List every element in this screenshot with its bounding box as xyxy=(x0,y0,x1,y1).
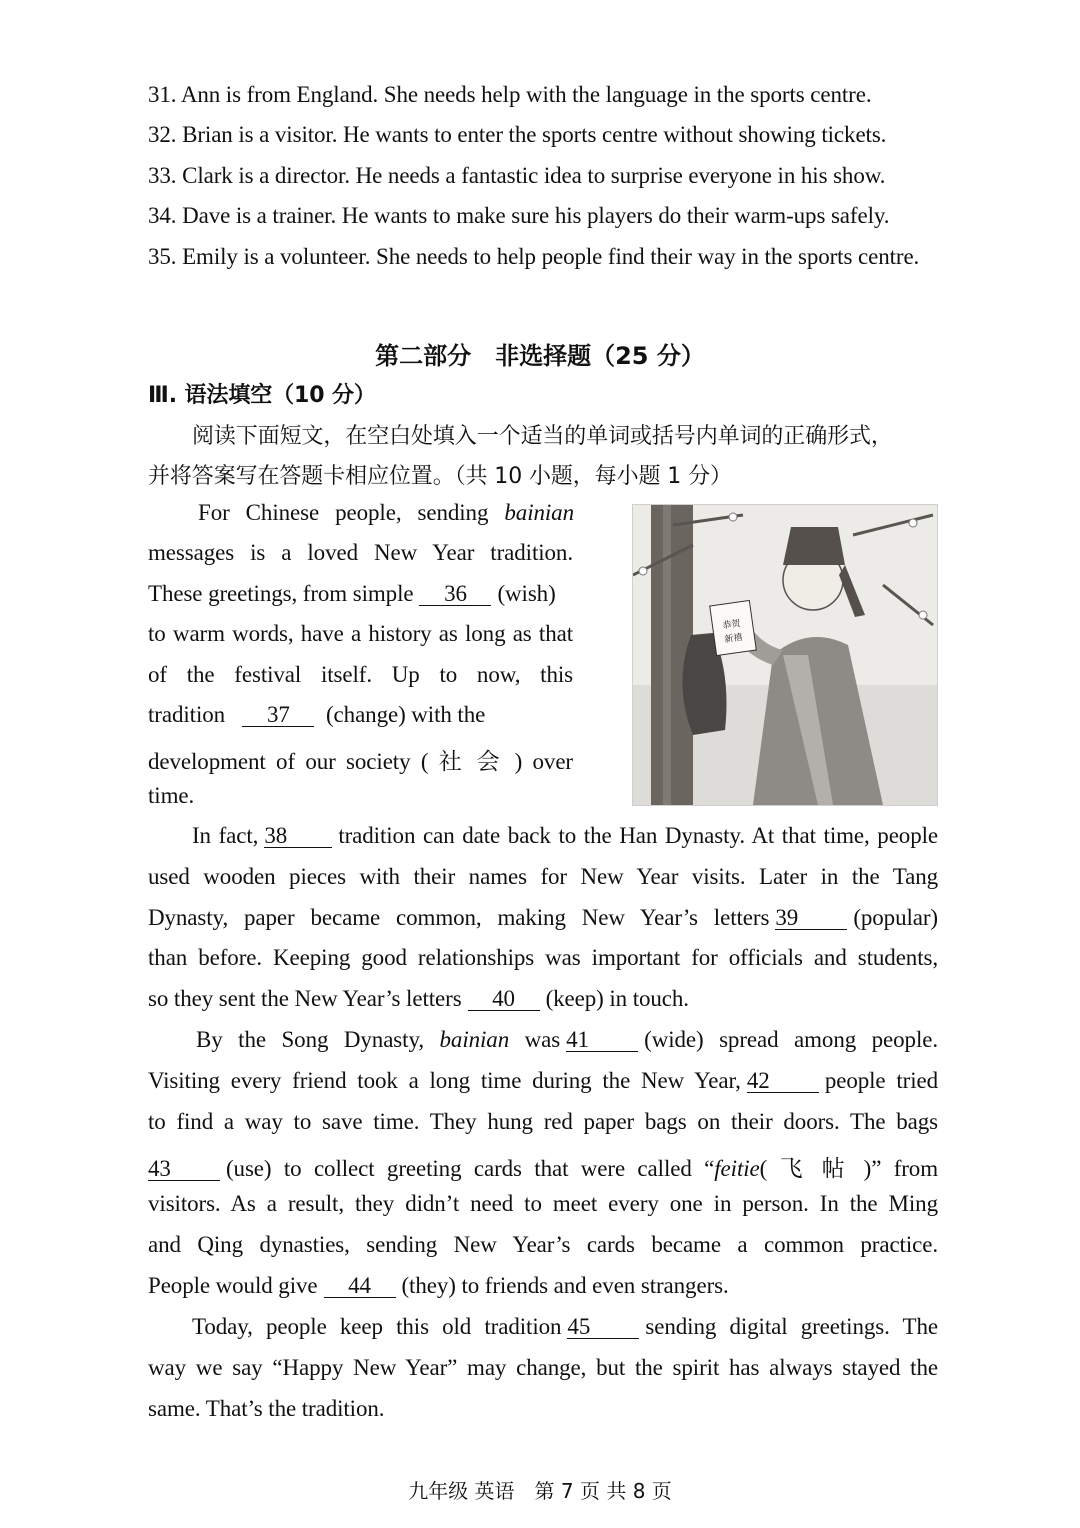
question-32: 32. Brian is a visitor. He wants to enter the sports centre without showing tickets. xyxy=(148,122,887,147)
question-33: 33. Clark is a director. He needs a fantastic idea to surprise everyone in his show. xyxy=(148,163,886,188)
question-34: 34. Dave is a trainer. He wants to make sure his players do their warm-ups safely. xyxy=(148,203,890,228)
blank-38[interactable]: 38 xyxy=(264,825,332,848)
passage-line: development of our society ( 社 会 ) over xyxy=(148,749,573,774)
passage-line: These greetings, from simple 36 (wish) xyxy=(148,581,556,606)
blank-43[interactable]: 43 xyxy=(148,1158,220,1181)
blank-41[interactable]: 41 xyxy=(566,1029,638,1052)
passage-line: so they sent the New Year’s letters 40 (keep) in touch. xyxy=(148,986,689,1011)
passage-line: tradition 37 (change) with the xyxy=(148,702,486,727)
passage-line: Visiting every friend took a long time during the New Year, 42 people tried xyxy=(148,1068,939,1093)
question-35: 35. Emily is a volunteer. She needs to help people find their way in the sports centre. xyxy=(148,244,920,269)
question-31: 31. Ann is from England. She needs help with the language in the sports centre. xyxy=(148,82,872,107)
blank-36[interactable]: 36 xyxy=(419,583,491,606)
passage-line: 43 (use) to collect greeting cards that were called “feitie( 飞 帖 )” from xyxy=(148,1156,939,1181)
passage-line: For Chinese people, sending bainian xyxy=(198,500,574,525)
passage-line: By the Song Dynasty, bainian was 41 (wide) spread among people. xyxy=(196,1027,939,1052)
instruction-line-1: 阅读下面短文，在空白处填入一个适当的单词或括号内单词的正确形式， xyxy=(192,424,893,449)
part-title: 第二部分 非选择题（25 分） xyxy=(375,342,705,370)
blank-42[interactable]: 42 xyxy=(747,1070,819,1093)
passage-line: In fact, 38 tradition can date back to the Han Dynasty. At that time, people xyxy=(192,823,938,848)
passage-line: way we say “Happy New Year” may change, but the spirit has always stayed the xyxy=(148,1355,938,1380)
blank-45[interactable]: 45 xyxy=(567,1316,639,1339)
passage-line: messages is a loved New Year tradition. xyxy=(148,540,573,565)
passage-line: to find a way to save time. They hung red paper bags on their doors. The bags xyxy=(148,1109,938,1134)
passage-line: used wooden pieces with their names for New Year visits. Later in the Tang xyxy=(148,864,938,889)
blank-40[interactable]: 40 xyxy=(468,988,540,1011)
svg-text:新禧: 新禧 xyxy=(723,632,744,646)
scholar-illustration xyxy=(632,504,938,806)
blank-44[interactable]: 44 xyxy=(324,1275,396,1298)
instruction-line-2: 并将答案写在答题卡相应位置。（共 10 小题，每小题 1 分） xyxy=(148,464,732,489)
page-footer: 九年级 英语 第 7 页 共 8 页 xyxy=(408,1479,672,1503)
blank-39[interactable]: 39 xyxy=(775,907,847,930)
blank-37[interactable]: 37 xyxy=(242,704,314,727)
passage-line: of the festival itself. Up to now, this xyxy=(148,662,573,687)
passage-line: People would give 44 (they) to friends and even strangers. xyxy=(148,1273,729,1298)
passage-line: Today, people keep this old tradition 45 sending digital greetings. The xyxy=(192,1314,939,1339)
passage-line: same. That’s the tradition. xyxy=(148,1396,385,1421)
passage-line: Dynasty, paper became common, making New Year’s letters 39 (popular) xyxy=(148,905,938,930)
passage-line: and Qing dynasties, sending New Year’s cards became a common practice. xyxy=(148,1232,938,1257)
passage-line: to warm words, have a history as long as that xyxy=(148,621,573,646)
passage-line: than before. Keeping good relationships was important for officials and students, xyxy=(148,945,938,970)
svg-text:恭贺: 恭贺 xyxy=(721,618,742,632)
passage-line: time. xyxy=(148,783,195,808)
passage-line: visitors. As a result, they didn’t need to meet every one in person. In the Ming xyxy=(148,1191,938,1216)
section-heading: Ⅲ. 语法填空（10 分） xyxy=(148,383,376,408)
